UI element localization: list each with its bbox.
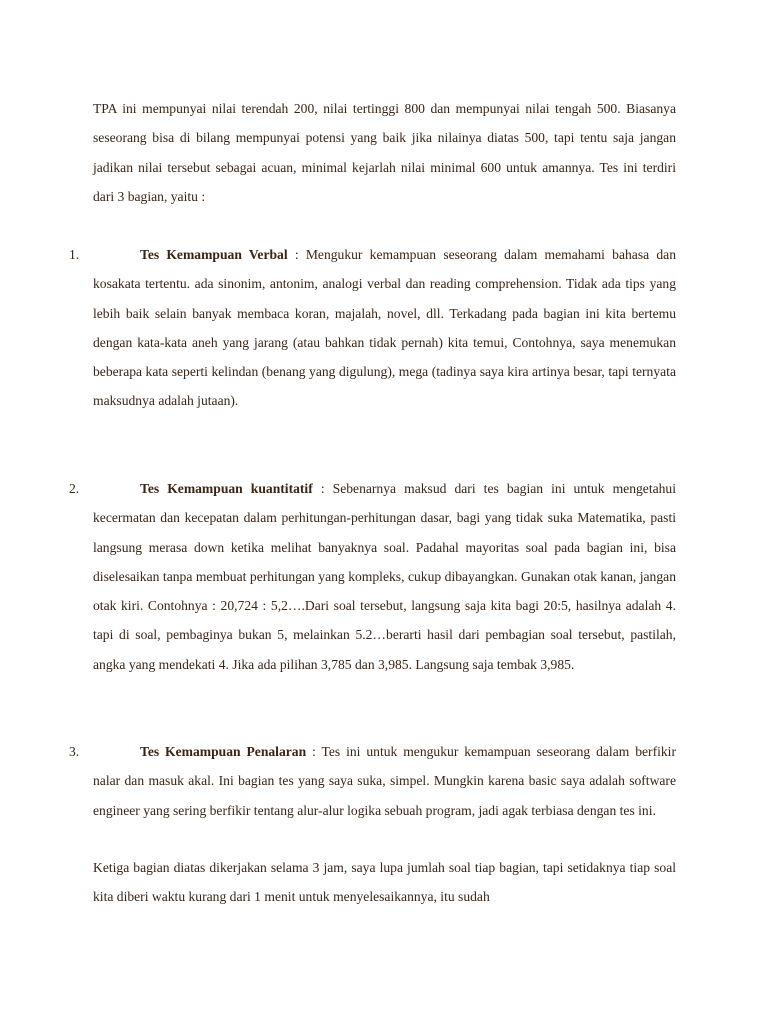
list-item-verbal	[69, 240, 676, 416]
item-text: : Sebenarnya maksud dari tes bagian ini untuk mengetahui kecermatan dan kecepatan dalam perhitungan-perhitungan dasar, bagi yang tidak suka Matematika, pasti langsung merasa down ketika melihat banyaknya soal. Padahal mayoritas soal pada bagian ini, bisa diselesaikan tanpa membuat perhitungan yang kompleks, cukup dibayangkan. Gunakan otak kanan, jangan otak kiri. Contohnya : 20,724 : 5,2….Dari soal tersebut, langsung saja kita bagi 20:5, hasilnya adalah 4. tapi di soal, pembaginya bukan 5, melainkan 5.2…berarti hasil dari pembagian soal tersebut, pastilah, angka yang mendekati 4. Jika ada pilihan 3,785 dan 3,985. Langsung saja tembak 3,985.	[93, 481, 677, 672]
list-number: 3.	[69, 744, 80, 759]
intro-paragraph: TPA ini mempunyai nilai terendah 200, nilai tertinggi 800 dan mempunyai nilai tengah 500. Biasanya seseorang bisa di bilang mempunyai potensi yang baik jika nilainya diatas 500, tapi tentu saja jangan jadikan nilai tersebut sebagai acuan, minimal kejarlah nilai minimal 600 untuk amannya. Tes ini terdiri dari 3 bagian, yaitu :	[93, 101, 676, 204]
item-heading: Tes Kemampuan Penalaran	[140, 744, 307, 759]
item-heading: Tes Kemampuan Verbal	[140, 247, 288, 262]
closing-paragraph: Ketiga bagian diatas dikerjakan selama 3 jam, saya lupa jumlah soal tiap bagian, tapi setidaknya tiap soal kita diberi waktu kurang dari 1 menit untuk menyelesaikannya, itu sudah	[93, 860, 676, 905]
item-text: : Tes ini untuk mengukur kemampuan seseorang dalam berfikir nalar dan masuk akal. Ini bagian tes yang saya suka, simpel. Mungkin karena basic saya adalah software engineer yang sering berfikir tentang alur-alur logika sebuah program, jadi agak terbiasa dengan tes ini.	[93, 744, 676, 818]
item-text: : Mengukur kemampuan seseorang dalam memahami bahasa dan kosakata tertentu. ada sinonim, antonim, analogi verbal dan reading comprehension. Tidak ada tips yang lebih baik selain banyak membaca koran, majalah, novel, dll. Terkadang pada bagian ini kita bertemu dengan kata-kata aneh yang jarang (atau bahkan tidak pernah) kita temui, Contohnya, saya menemukan beberapa kata seperti kelindan (benang yang digulung), mega (tadinya saya kira artinya besar, tapi ternyata maksudnya adalah jutaan).	[93, 247, 676, 409]
list-item-penalaran	[69, 737, 676, 825]
list-number: 1.	[69, 247, 80, 262]
list-number: 2.	[69, 481, 80, 496]
item-heading: Tes Kemampuan kuantitatif	[140, 481, 313, 496]
list-item-kuantitatif	[69, 474, 677, 679]
